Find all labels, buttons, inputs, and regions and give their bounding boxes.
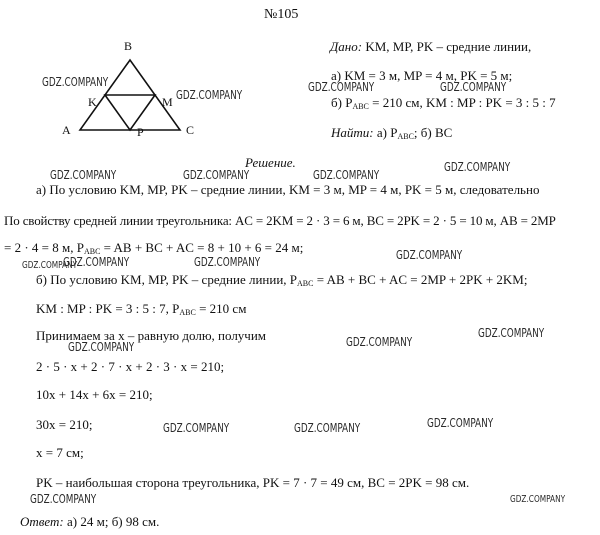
watermark: GDZ.COMPANY xyxy=(22,260,78,271)
label-m: M xyxy=(162,95,173,109)
line-3-sub: ABC xyxy=(83,247,101,256)
line-4-suffix: = AB + BC + AC = 2MP + 2PK + 2KM; xyxy=(313,272,528,287)
answer-line xyxy=(20,514,159,529)
watermark: GDZ.COMPANY xyxy=(308,80,375,94)
find-sub: ABC xyxy=(397,132,414,141)
line-5-prefix: KM : MP : PK = 3 : 5 : 7, P xyxy=(36,301,180,316)
triangle-kmp xyxy=(105,95,155,130)
given-intro-text: KM, MP, PK – средние линии, xyxy=(362,39,532,54)
label-k: K xyxy=(88,95,97,109)
solution-line-1: а) По условию KM, MP, PK – средние линии, KM = 3 м, MP = 4 м, PK = 5 м, следовательно xyxy=(36,182,540,197)
line-3-suffix: = AB + BC + AC = 8 + 10 + 6 = 24 м; xyxy=(100,240,304,255)
solution-line-5 xyxy=(36,301,246,316)
watermark: GDZ.COMPANY xyxy=(313,168,380,182)
watermark: GDZ.COMPANY xyxy=(183,168,250,182)
answer-text: а) 24 м; б) 98 см. xyxy=(63,514,160,529)
watermark: GDZ.COMPANY xyxy=(68,340,135,354)
label-p: P xyxy=(137,125,144,139)
given-b xyxy=(331,95,556,110)
given-label: Дано: xyxy=(330,39,363,54)
problem-number: №105 xyxy=(264,7,299,22)
solution-line-11: PK – наибольшая сторона треугольника, PK = 7 · 7 = 49 см, BC = 2PK = 98 см. xyxy=(36,475,470,490)
watermark: GDZ.COMPANY xyxy=(176,88,243,102)
watermark: GDZ.COMPANY xyxy=(396,248,463,262)
watermark: GDZ.COMPANY xyxy=(42,75,109,89)
solution-line-7: 2 · 5 · x + 2 · 7 · x + 2 · 3 · x = 210; xyxy=(36,359,225,374)
solution-line-2: По свойству средней линии треугольника: AC = 2KM = 2 · 3 = 6 м, BC = 2PK = 2 · 5 = 10 м, AB = 2MP xyxy=(4,213,556,228)
watermark: GDZ.COMPANY xyxy=(427,416,494,430)
solution-line-6: Принимаем за x – равную долю, получим xyxy=(36,328,267,343)
watermark: GDZ.COMPANY xyxy=(510,494,566,505)
watermark: GDZ.COMPANY xyxy=(478,326,545,340)
given-intro xyxy=(330,39,531,54)
watermark: GDZ.COMPANY xyxy=(294,421,361,435)
label-c: C xyxy=(186,123,195,137)
solution-line-10: x = 7 см; xyxy=(36,445,84,460)
answer-label: Ответ: xyxy=(20,514,64,529)
watermark: GDZ.COMPANY xyxy=(163,421,230,435)
line-4-prefix: б) По условию KM, MP, PK – средние линии, P xyxy=(36,272,298,287)
find-label: Найти: xyxy=(331,125,374,140)
solution-title: Решение. xyxy=(245,155,296,170)
solution-line-4 xyxy=(36,272,527,287)
find-line xyxy=(331,125,452,140)
line-3-prefix: = 2 · 4 = 8 м, P xyxy=(4,240,84,255)
solution-line-3 xyxy=(4,240,303,255)
given-b-suffix: = 210 см, KM : MP : PK = 3 : 5 : 7 xyxy=(368,95,556,110)
line-5-suffix: = 210 см xyxy=(195,301,247,316)
watermark: GDZ.COMPANY xyxy=(444,160,511,174)
watermark: GDZ.COMPANY xyxy=(50,168,117,182)
find-prefix: а) P xyxy=(373,125,398,140)
label-b: B xyxy=(124,39,133,53)
watermark: GDZ.COMPANY xyxy=(346,335,413,349)
find-suffix: ; б) BC xyxy=(413,125,453,140)
watermark: GDZ.COMPANY xyxy=(63,255,130,269)
watermark: GDZ.COMPANY xyxy=(30,492,97,506)
given-a: а) KM = 3 м, MP = 4 м, PK = 5 м; xyxy=(331,68,513,83)
given-b-sub: ABC xyxy=(352,102,369,111)
label-a: A xyxy=(62,123,71,137)
line-5-sub: ABC xyxy=(179,308,196,317)
solution-line-8: 10x + 14x + 6x = 210; xyxy=(36,387,153,402)
line-4-sub: ABC xyxy=(297,279,314,288)
watermark: GDZ.COMPANY xyxy=(194,255,261,269)
watermark: GDZ.COMPANY xyxy=(440,80,507,94)
solution-line-9: 30x = 210; xyxy=(36,417,93,432)
given-b-prefix: б) P xyxy=(331,95,353,110)
